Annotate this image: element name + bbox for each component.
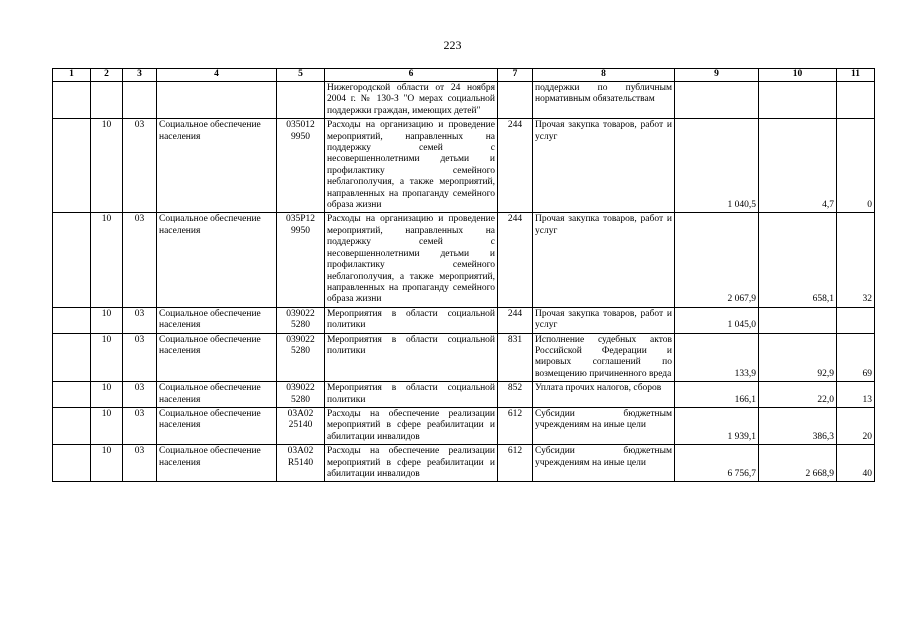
expense-description-cell: Нижегородской области от 24 ноября 2004 г. № 130-З "О мерах социальной поддержки граждан, имеющих детей" [325,82,498,119]
table-row [53,407,875,444]
expense-type-cell [498,82,533,119]
subsection-code-cell [123,82,157,119]
expense-type-name-cell: Прочая закупка товаров, работ и услуг [533,213,675,307]
amount-cell: 6 756,7 [675,445,759,482]
amount-cell: 1 939,1 [675,407,759,444]
percent-cell [837,82,875,119]
target-article-cell: 039022 5280 [277,382,325,408]
expense-type-cell: 831 [498,333,533,382]
table-row [53,82,875,119]
subsection-code-cell: 03 [123,213,157,307]
subsection-code-cell: 03 [123,307,157,333]
expense-type-name-cell: Исполнение судебных актов Российской Федерации и мировых соглашений по возмещению причиненного вреда [533,333,675,382]
row-number-cell [53,307,91,333]
table-row [53,119,875,213]
expense-description-cell: Расходы на организацию и проведение мероприятий, направленных на поддержку семей с несовершеннолетними детьми и профилактику семейного неблагополучия, а также мероприятий, направленных на пропаганду семейного образа жизни [325,119,498,213]
column-header: 3 [123,69,157,82]
expense-type-name-cell: Прочая закупка товаров, работ и услуг [533,307,675,333]
expense-description-cell: Мероприятия в области социальной политики [325,333,498,382]
amount-cell: 166,1 [675,382,759,408]
column-header: 9 [675,69,759,82]
table-row [53,382,875,408]
subsection-code-cell: 03 [123,119,157,213]
table-row [53,445,875,482]
section-code-cell [91,82,123,119]
expense-type-name-cell: поддержки по публичным нормативным обязательствам [533,82,675,119]
expense-description-cell: Мероприятия в области социальной политики [325,382,498,408]
row-number-cell [53,445,91,482]
executed-cell: 658,1 [759,213,837,307]
expense-type-cell: 612 [498,445,533,482]
row-number-cell [53,119,91,213]
expense-type-cell: 852 [498,382,533,408]
percent-cell [837,307,875,333]
target-article-cell: 039022 5280 [277,307,325,333]
section-name-cell: Социальное обеспечение населения [157,119,277,213]
executed-cell: 92,9 [759,333,837,382]
section-name-cell: Социальное обеспечение населения [157,307,277,333]
column-header: 7 [498,69,533,82]
section-code-cell: 10 [91,119,123,213]
target-article-cell: 039022 5280 [277,333,325,382]
section-name-cell: Социальное обеспечение населения [157,333,277,382]
page-number: 223 [443,38,462,52]
executed-cell: 2 668,9 [759,445,837,482]
section-name-cell: Социальное обеспечение населения [157,382,277,408]
table-row [53,307,875,333]
percent-cell: 13 [837,382,875,408]
target-article-cell: 035012 9950 [277,119,325,213]
row-number-cell [53,382,91,408]
section-code-cell: 10 [91,407,123,444]
expense-type-name-cell: Прочая закупка товаров, работ и услуг [533,119,675,213]
expense-type-name-cell: Субсидии бюджетным учреждениям на иные цели [533,445,675,482]
expense-type-cell: 612 [498,407,533,444]
column-header: 8 [533,69,675,82]
expense-description-cell: Расходы на обеспечение реализации мероприятий в сфере реабилитации и абилитации инвалидов [325,407,498,444]
section-code-cell: 10 [91,333,123,382]
percent-cell: 0 [837,119,875,213]
section-code-cell: 10 [91,213,123,307]
expense-description-cell: Расходы на организацию и проведение мероприятий, направленных на поддержку семей с несовершеннолетними детьми и профилактику семейного неблагополучия, а также мероприятий, направленных на пропаганду семейного образа жизни [325,213,498,307]
percent-cell: 32 [837,213,875,307]
row-number-cell [53,213,91,307]
executed-cell [759,82,837,119]
row-number-cell [53,407,91,444]
amount-cell: 133,9 [675,333,759,382]
amount-cell: 1 045,0 [675,307,759,333]
column-header: 11 [837,69,875,82]
amount-cell: 2 067,9 [675,213,759,307]
subsection-code-cell: 03 [123,333,157,382]
amount-cell: 1 040,5 [675,119,759,213]
table-row [53,213,875,307]
subsection-code-cell: 03 [123,407,157,444]
expense-type-cell: 244 [498,119,533,213]
expense-type-name-cell: Уплата прочих налогов, сборов [533,382,675,408]
column-header: 10 [759,69,837,82]
target-article-cell: 03А02 25140 [277,407,325,444]
executed-cell: 386,3 [759,407,837,444]
column-header: 1 [53,69,91,82]
executed-cell [759,307,837,333]
subsection-code-cell: 03 [123,382,157,408]
section-name-cell: Социальное обеспечение населения [157,407,277,444]
budget-table [52,68,875,482]
target-article-cell: 03А02 R5140 [277,445,325,482]
percent-cell: 40 [837,445,875,482]
column-header: 4 [157,69,277,82]
expense-type-cell: 244 [498,307,533,333]
expense-type-cell: 244 [498,213,533,307]
expense-type-name-cell: Субсидии бюджетным учреждениям на иные цели [533,407,675,444]
row-number-cell [53,82,91,119]
table-row [53,333,875,382]
header-row [53,69,875,82]
row-number-cell [53,333,91,382]
section-code-cell: 10 [91,445,123,482]
target-article-cell [277,82,325,119]
section-name-cell: Социальное обеспечение населения [157,213,277,307]
amount-cell [675,82,759,119]
expense-description-cell: Мероприятия в области социальной политики [325,307,498,333]
column-header: 2 [91,69,123,82]
column-header: 6 [325,69,498,82]
executed-cell: 4,7 [759,119,837,213]
percent-cell: 20 [837,407,875,444]
section-code-cell: 10 [91,382,123,408]
executed-cell: 22,0 [759,382,837,408]
target-article-cell: 035Р12 9950 [277,213,325,307]
subsection-code-cell: 03 [123,445,157,482]
section-name-cell: Социальное обеспечение населения [157,445,277,482]
column-header: 5 [277,69,325,82]
expense-description-cell: Расходы на обеспечение реализации мероприятий в сфере реабилитации и абилитации инвалидов [325,445,498,482]
section-name-cell [157,82,277,119]
percent-cell: 69 [837,333,875,382]
section-code-cell: 10 [91,307,123,333]
